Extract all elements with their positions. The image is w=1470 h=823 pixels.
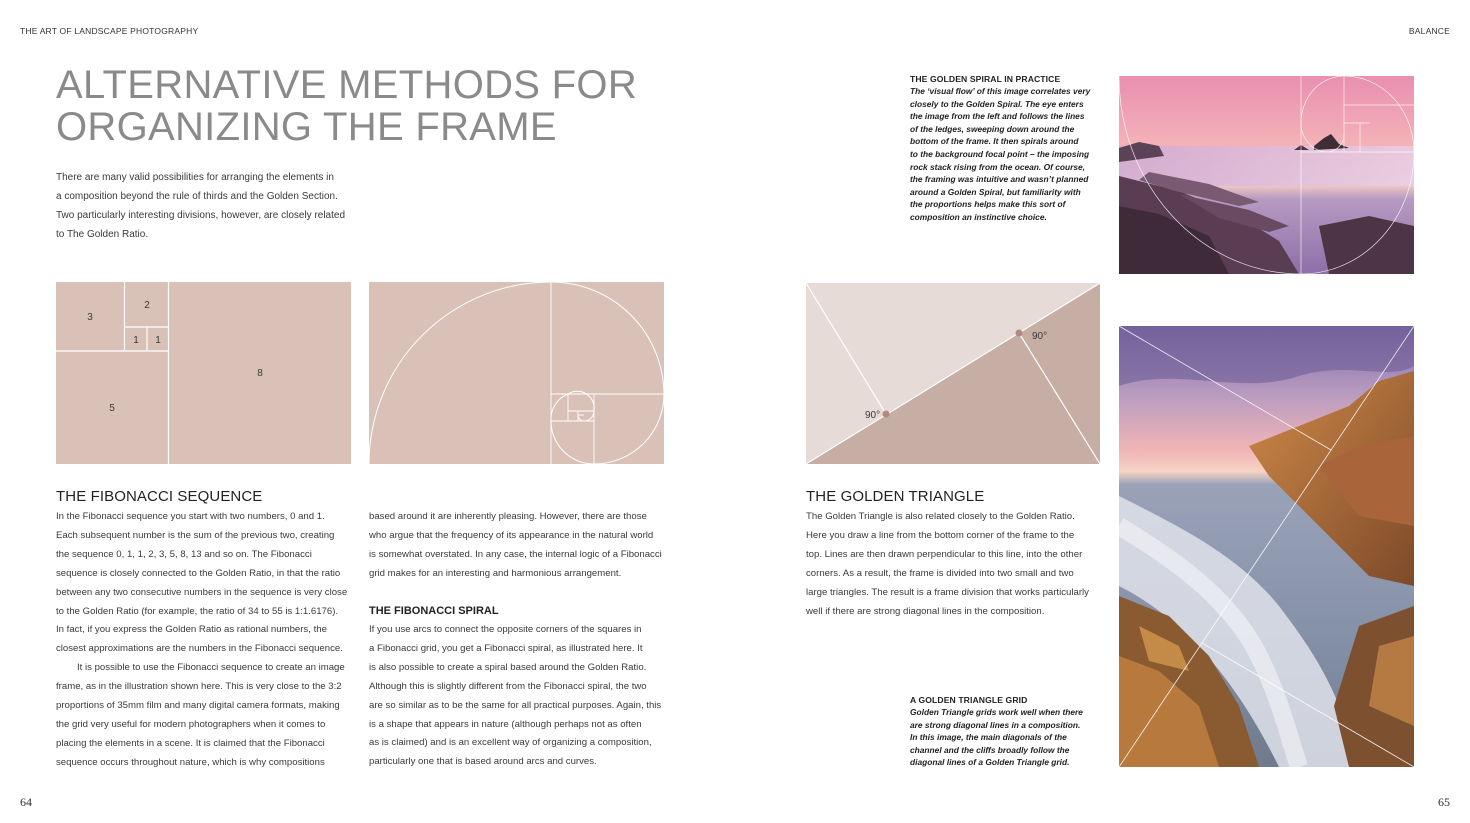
title-line: ORGANIZING THE FRAME [56,105,557,149]
fibonacci-spiral-diagram [369,282,664,464]
caption-line: Golden Triangle grids work well when there [910,707,1083,717]
body-line: the grid very useful for modern photographers when it comes to [56,718,326,730]
caption-line: the image from the left and follows the lines [910,111,1085,122]
intro-line: Two particularly interesting divisions, however, are closely related [56,210,346,221]
caption-line: the proportions helps make this sort of [910,199,1066,210]
right-angle-dot [1016,330,1023,337]
body-line: based around it are inherently pleasing. However, there are those [369,511,647,522]
caption-heading: A GOLDEN TRIANGLE GRID [910,695,1028,705]
label-one-a: 1 [133,335,139,346]
right-running-head: BALANCE [1408,26,1450,36]
golden-triangle-text [806,508,1106,621]
grid-background [56,282,351,464]
body-line: is a shape that appears in nature (although perhaps not as often [369,718,642,730]
label-one-b: 1 [155,335,161,346]
body-line: Each subsequent number is the sum of the previous two, creating [56,529,335,541]
body-line: as is claimed) and is an excellent way of organizing a composition, [369,737,652,749]
caption-line: channel and the cliffs broadly follow the [910,744,1070,755]
fibonacci-sequence-heading: THE FIBONACCI SEQUENCE [56,488,263,505]
fibonacci-sequence-text [56,508,356,773]
body-line: corners. As a result, the frame is divided into two small and two [806,567,1074,579]
golden-triangle-diagram [806,283,1100,464]
caption-golden-spiral [910,74,1110,224]
caption-line: are strong diagonal lines in a composition. [910,719,1081,730]
body-line: top. Lines are then drawn perpendicular to this line, into the other [806,548,1083,560]
caption-line: around a Golden Spiral, but familiarity with [910,186,1081,197]
body-line: sequence occurs throughout nature, which is why compositions [56,756,325,768]
label-eight: 8 [257,368,263,379]
body-line: well if there are strong diagonal lines in the composition. [806,605,1045,617]
fibonacci-spiral-svg [369,282,664,464]
body-line: is also possible to create a spiral based around the Golden Ratio. [369,661,647,673]
right-angle-dot [883,411,890,418]
left-running-head: THE ART OF LANDSCAPE PHOTOGRAPHY [20,26,199,36]
body-line: proportions of 35mm film and many digital camera formats, making [56,700,340,712]
caption-line: In this image, the main diagonals of the [910,732,1067,743]
body-line: grid makes for an interesting and harmonious arrangement. [369,567,622,579]
caption-heading: THE GOLDEN SPIRAL IN PRACTICE [910,74,1061,84]
intro-text [56,168,356,244]
body-line: a Fibonacci grid, you get a Fibonacci spiral, as illustrated here. It [369,642,643,654]
body-line: In the Fibonacci sequence you start with two numbers, 0 and 1. [56,511,325,522]
body-line: who argue that the frequency of its appearance in the natural world [369,529,654,541]
body-line: Here you draw a line from the bottom corner of the frame to the [806,529,1075,541]
caption-line: rock stack rising from the ocean. Of course, [910,161,1085,172]
body-line: large triangles. The result is a frame division that works particularly [806,586,1089,598]
caption-line: The ‘visual flow’ of this image correlates very [910,86,1091,96]
label-three: 3 [87,312,93,323]
body-line: If you use arcs to connect the opposite corners of the squares in [369,624,642,635]
left-page-number: 64 [20,795,32,809]
caption-line: to the background focal point – the imposing [910,148,1090,159]
fibonacci-sequence-text-cont [369,508,669,584]
body-line: The Golden Triangle is also related closely to the Golden Ratio. [806,511,1075,522]
caption-text [910,85,1110,224]
label-five: 5 [109,403,115,414]
body-line: Although this is slightly different from the Fibonacci spiral, the two [369,680,647,692]
caption-line: of the ledges, sweeping down around the [910,123,1075,134]
golden-triangle-svg [806,283,1100,464]
spiral-background [369,282,664,464]
caption-line: diagonal lines of a Golden Triangle grid. [910,757,1070,768]
fibonacci-spiral-heading: THE FIBONACCI SPIRAL [369,605,499,617]
golden-triangle-heading: THE GOLDEN TRIANGLE [806,488,985,505]
body-line: placing the elements in a scene. It is claimed that the Fibonacci [56,737,325,749]
seascape-photo-svg [1119,76,1414,274]
angle-label: 90° [865,410,881,421]
body-line: In fact, if you express the Golden Ratio as rational numbers, the [56,624,327,636]
body-line: particularly one that is based around arcs and curves. [369,756,597,768]
angle-label: 90° [1032,331,1048,342]
right-page-number: 65 [1438,795,1450,809]
fibonacci-spiral-text [369,621,669,772]
caption-text [910,706,1110,769]
caption-line: the framing was intuitive and wasn’t planned [910,174,1089,185]
caption-line: bottom of the frame. It then spirals around [910,136,1079,147]
label-two: 2 [144,300,150,311]
body-line: sequence is closely connected to the Golden Ratio, in that the ratio [56,567,341,579]
body-line: between any two consecutive numbers in the sequence is very close [56,586,348,598]
cliff-photo-golden-triangle [1119,326,1414,767]
body-line: the sequence 0, 1, 1, 2, 3, 5, 8, 13 and so on. The Fibonacci [56,548,312,560]
caption-golden-triangle [910,695,1110,769]
fibonacci-grid-diagram [56,282,351,464]
body-line: closest approximations are the numbers in the Fibonacci sequence. [56,643,343,655]
intro-line: There are many valid possibilities for arranging the elements in [56,172,334,183]
intro-line: to The Golden Ratio. [56,229,149,240]
caption-line: closely to the Golden Spiral. The eye enters [910,98,1084,109]
seascape-photo-golden-spiral [1119,76,1414,274]
cliff-photo-svg [1119,326,1414,767]
body-line: to the Golden Ratio (for example, the ratio of 34 to 55 is 1:1.6176). [56,605,339,617]
intro-line: a composition beyond the rule of thirds and the Golden Section. [56,191,338,202]
body-line: are so similar as to be the same for all practical purposes. Again, this [369,699,662,711]
page-title [56,64,637,148]
title-line: ALTERNATIVE METHODS FOR [56,63,638,107]
body-line: It is possible to use the Fibonacci sequence to create an image [77,662,345,674]
caption-line: composition an instinctive choice. [910,211,1047,222]
fibonacci-grid-svg [56,282,351,464]
body-line: frame, as in the illustration shown here. This is very close to the 3:2 [56,681,342,693]
body-line: is somewhat overstated. In any case, the internal logic of a Fibonacci [369,548,662,560]
